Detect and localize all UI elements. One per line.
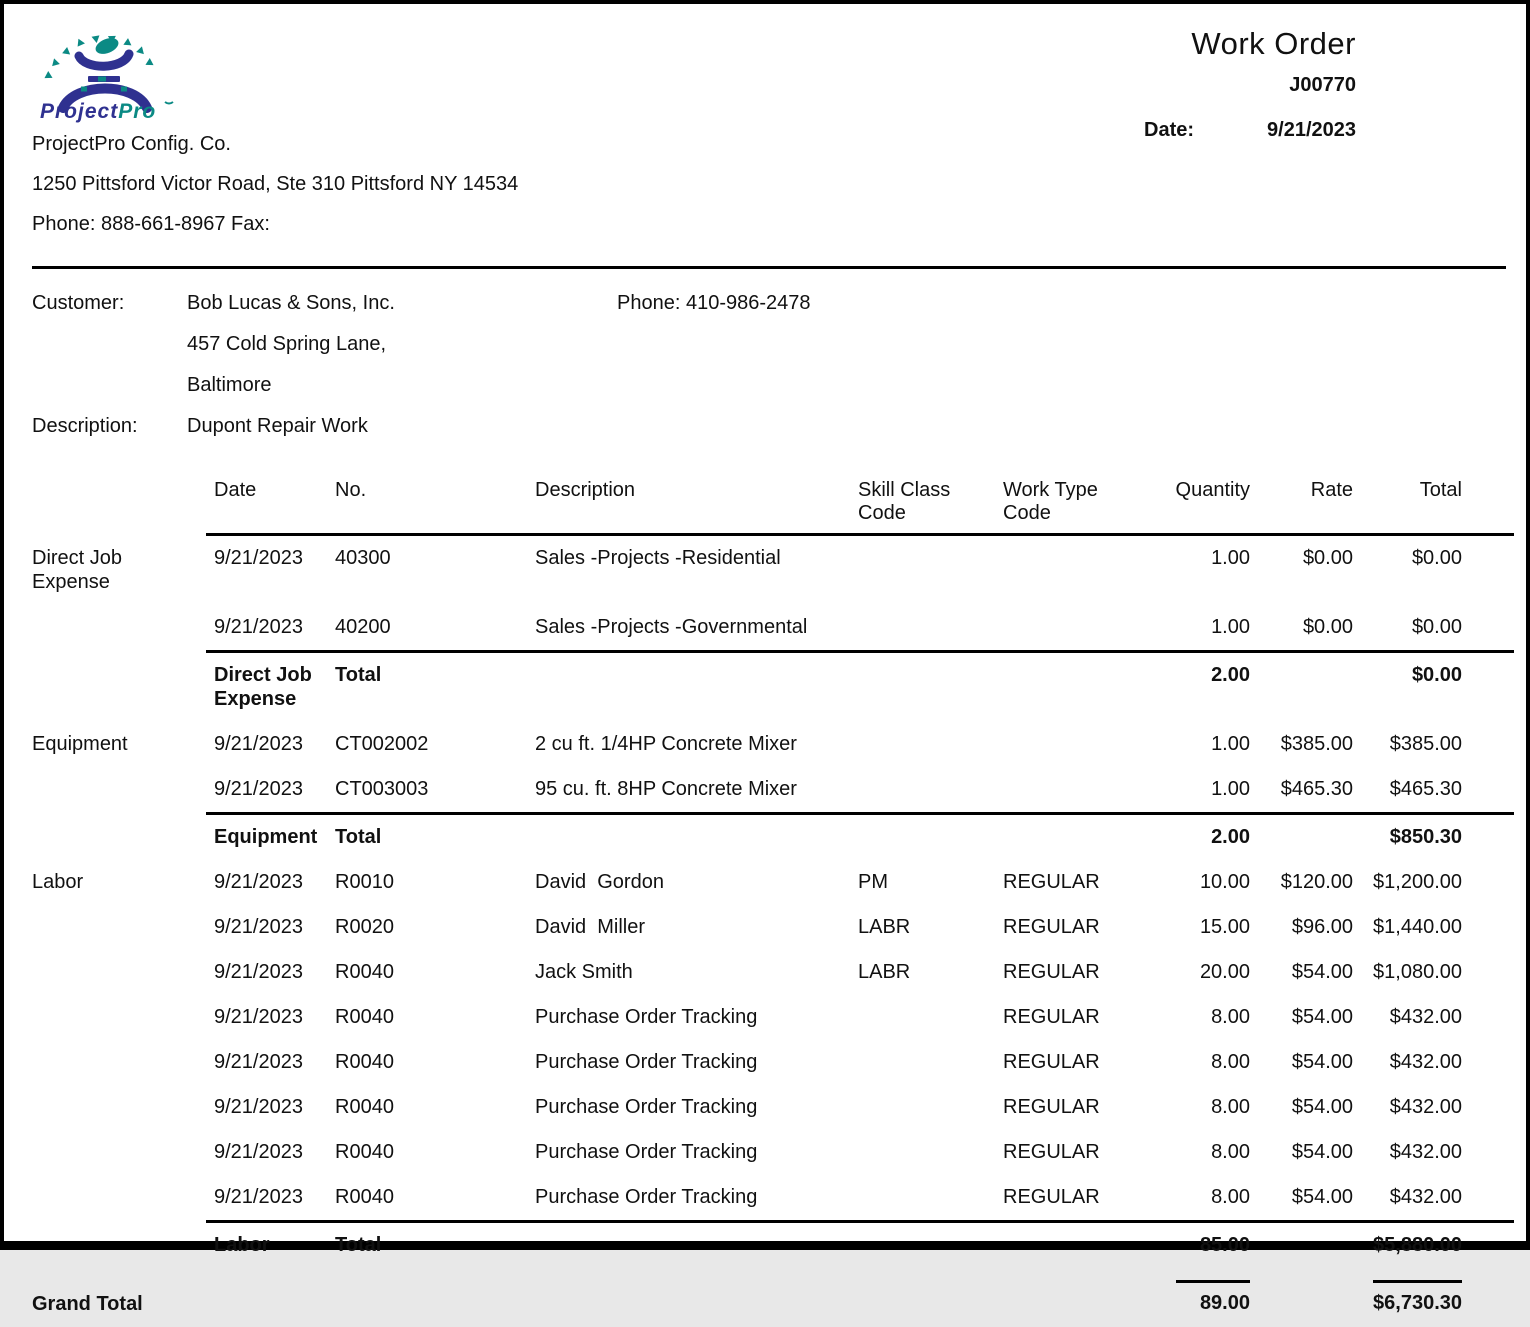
customer-label: Customer: <box>32 292 125 314</box>
total-section-name: Equipment <box>214 826 318 848</box>
col-header-rate: Rate <box>1310 479 1353 501</box>
document-header <box>32 24 1506 244</box>
total-label: Total <box>335 826 382 848</box>
grand-total-label: Grand Total <box>32 1293 143 1315</box>
title-block <box>1144 26 1356 142</box>
section-label: Direct Job Expense <box>32 547 128 593</box>
order-number: J00770 <box>1289 74 1356 96</box>
total-label: Total <box>335 664 382 686</box>
svg-text:ProjectPro: ProjectPro <box>40 100 157 123</box>
col-header-total: Total <box>1419 479 1462 501</box>
col-header-skill-class-code: Skill Class Code <box>858 479 956 524</box>
company-phone-fax: Phone: 888-661-8967 Fax: <box>32 213 270 235</box>
section-label: Labor <box>32 871 84 893</box>
company-block <box>32 24 518 244</box>
total-section-name: Direct Job Expense <box>214 664 318 710</box>
header-divider <box>32 266 1506 269</box>
date-label: Date: <box>1144 119 1195 141</box>
work-order-table: Date No. Description Skill Class Code Work Type Code Quantity Rate Total Direct Job Expense 9/21/2023 40300 Sales -Projects -Residential 1.00 $0.00 $0.00 9/21/2023 40200 Sales -Projects -Governmental 1.00 $0.00 $0.00 Direct Job Expense Total 2.00 $0.00 Equipment 9/21/2023 CT002002 2 cu ft. 1/4HP Concrete Mixer 1.00 $385.00 $385.00 9/21/2023 CT003003 95 cu. ft. 8HP Concrete Mixer 1.00 $465.30 $465.30 Equipment Total 2.00 $850.30 Labor 9/21/2023 R0010 David Gordon PM REGULAR 10.00 $120.00 $1,200.00 9/21/2023 R0020 David Miller LABR REGULAR 15.00 $96.00 $1,440.00 9/21/2023 R0040 Jack Smith LABR REGULAR 20.00 $54.00 $1,080.00 9/21/2023 R0040 Purchase Order Tracking REGULAR 8.00 $54.00 $432.00 9/21/2023 R0040 Purchase Order Tracking REGULAR 8.00 $54.00 $432.00 9/21/2023 R0040 Purchase Order Tracking REGULAR 8.00 $54.00 $432.00 9/21/2023 R0040 Purchase Order Tracking REGULAR 8.00 $54.00 $432.00 9/21/2023 R0040 Purchase Order Tracking REGULAR 8.00 $54.00 $432.00 Labor Total 85.00 $5,880.00 Grand Total 89.00 $6,730.30 <box>32 479 1506 1327</box>
col-header-quantity: Quantity <box>1175 479 1250 501</box>
page-title: Work Order <box>1191 26 1356 61</box>
grand-total-amount: $6,730.30 <box>1373 1280 1462 1315</box>
projectpro-logo-icon <box>32 24 184 123</box>
grand-total-quantity: 89.00 <box>1176 1280 1250 1315</box>
date-value: 9/21/2023 <box>1267 119 1356 141</box>
customer-city: Baltimore <box>187 374 272 396</box>
company-name: ProjectPro Config. Co. <box>32 133 231 155</box>
section-label: Equipment <box>32 733 128 755</box>
total-amount: $850.30 <box>1389 826 1462 848</box>
col-header-description: Description <box>535 479 636 501</box>
total-amount: $0.00 <box>1411 664 1462 686</box>
total-section-name: Labor <box>214 1234 270 1256</box>
customer-phone: Phone: 410-986-2478 <box>617 292 811 314</box>
description-value: Dupont Repair Work <box>187 415 368 437</box>
total-quantity: 2.00 <box>1211 664 1250 686</box>
company-address: 1250 Pittsford Victor Road, Ste 310 Pittsford NY 14534 <box>32 173 519 195</box>
total-amount: $5,880.00 <box>1373 1234 1462 1256</box>
customer-address: 457 Cold Spring Lane, <box>187 333 387 355</box>
total-label: Total <box>335 1234 382 1256</box>
total-quantity: 2.00 <box>1211 826 1250 848</box>
total-quantity: 85.00 <box>1199 1234 1250 1256</box>
customer-name: Bob Lucas & Sons, Inc. <box>187 292 395 314</box>
order-date-row <box>1144 119 1356 142</box>
description-label: Description: <box>32 415 138 437</box>
col-header-no: No. <box>335 479 367 501</box>
col-header-work-type-code: Work Type Code <box>1003 479 1104 524</box>
col-header-date: Date <box>214 479 257 501</box>
customer-block <box>32 283 1506 447</box>
